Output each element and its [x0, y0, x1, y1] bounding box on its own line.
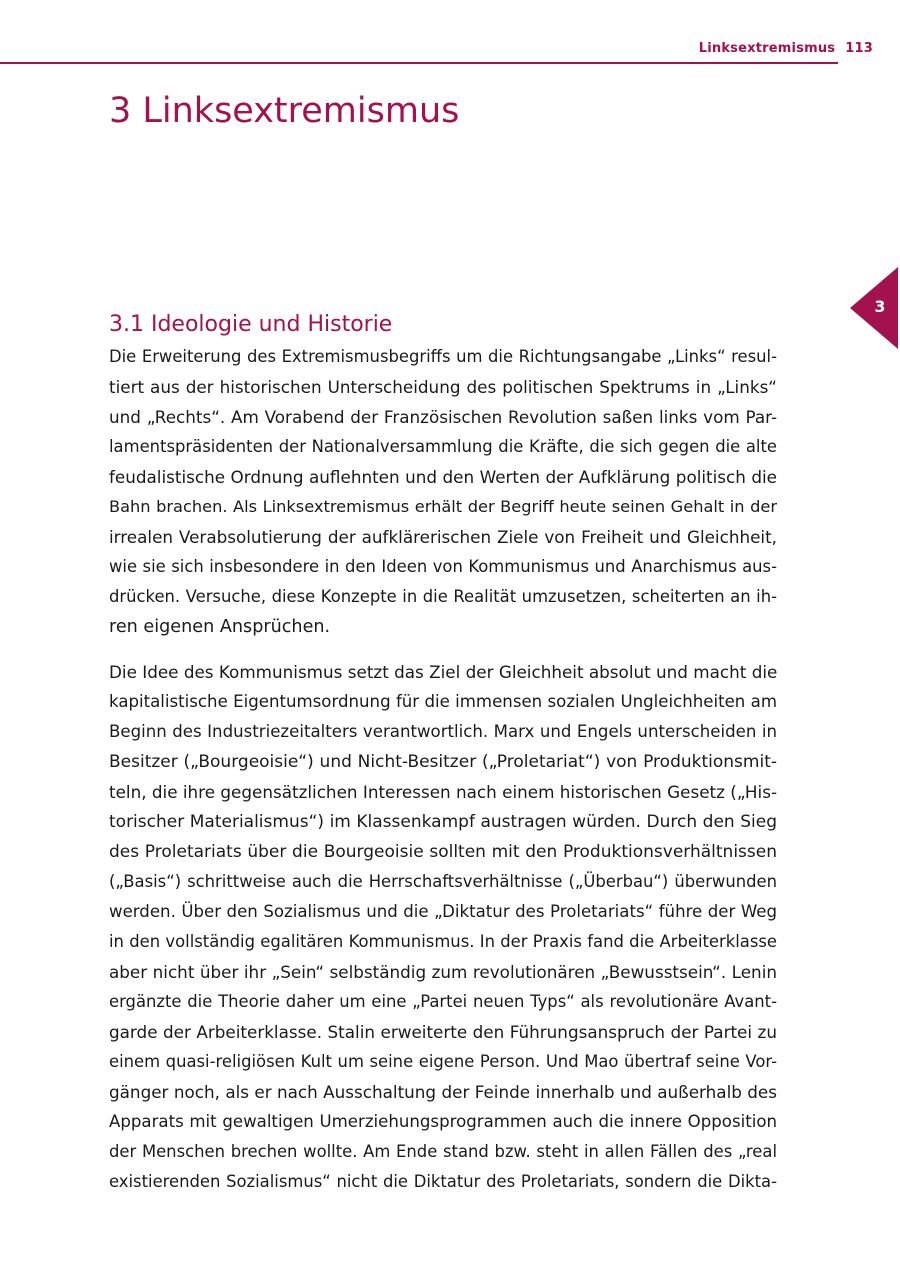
- paragraph-line: existierenden Sozialismus“ nicht die Diktatur des Proletariats, sondern die Dikta-: [109, 1172, 777, 1191]
- paragraph-line: der Menschen brechen wollte. Am Ende stand bzw. steht in allen Fällen des „real: [109, 1142, 777, 1161]
- paragraph-line: Bahn brachen. Als Linksextremismus erhält der Begriff heute seinen Gehalt in der: [109, 497, 777, 516]
- paragraph-line: ren eigenen Ansprüchen.: [109, 617, 331, 637]
- paragraph-line: torischer Materialismus“) im Klassenkampf austragen würden. Durch den Sieg: [109, 812, 777, 832]
- section-title: 3.1 Ideologie und Historie: [109, 312, 393, 337]
- page-number: 113: [845, 41, 873, 56]
- paragraph-line: lamentspräsidenten der Nationalversammlung die Kräfte, die sich gegen die alte: [109, 437, 777, 456]
- paragraph-line: werden. Über den Sozialismus und die „Diktatur des Proletariats“ führe der Weg: [109, 902, 777, 921]
- paragraph-line: in den vollständig egalitären Kommunismus. In der Praxis fand die Arbeiterklasse: [109, 932, 777, 951]
- paragraph-line: feudalistische Ordnung auflehnten und den Werten der Aufklärung politisch die: [109, 467, 777, 487]
- paragraph-line: kapitalistische Eigentumsordnung für die immensen sozialen Ungleichheiten am: [109, 692, 777, 711]
- paragraph-2: [109, 657, 777, 1197]
- paragraph-line: wie sie sich insbesondere in den Ideen von Kommunismus und Anarchismus aus-: [109, 557, 777, 576]
- paragraph-line: irrealen Verabsolutierung der aufklärerischen Ziele von Freiheit und Gleichheit,: [109, 527, 777, 547]
- paragraph-line: Die Erweiterung des Extremismusbegriffs um die Richtungsangabe „Links“ resul-: [109, 347, 777, 366]
- chapter-tab-number: 3: [874, 297, 886, 316]
- paragraph-line: einem quasi-religiösen Kult um seine eigene Person. Und Mao übertraf seine Vor-: [109, 1052, 777, 1071]
- header-rule: [0, 62, 838, 64]
- running-head-title: Linksextremismus: [698, 41, 836, 56]
- paragraph-1: [109, 342, 777, 642]
- paragraph-line: Beginn des Industriezeitalters verantwortlich. Marx und Engels unterscheiden in: [109, 722, 777, 741]
- paragraph-line: drücken. Versuche, diese Konzepte in die Realität umzusetzen, scheiterten an ih-: [109, 587, 777, 606]
- paragraph-line: aber nicht über ihr „Sein“ selbständig zum revolutionären „Bewusstsein“. Lenin: [109, 962, 777, 982]
- paragraph-line: des Proletariats über die Bourgeoisie sollten mit den Produktionsverhältnissen: [109, 842, 777, 862]
- paragraph-line: („Basis“) schrittweise auch die Herrschaftsverhältnisse („Überbau“) überwunden: [109, 872, 777, 891]
- paragraph-line: garde der Arbeiterklasse. Stalin erweiterte den Führungsanspruch der Partei zu: [109, 1022, 777, 1042]
- paragraph-line: ergänzte die Theorie daher um eine „Partei neuen Typs“ als revolutionäre Avant-: [109, 992, 777, 1011]
- paragraph-line: teln, die ihre gegensätzlichen Interessen nach einem historischen Gesetz („His-: [109, 782, 777, 802]
- paragraph-line: Die Idee des Kommunismus setzt das Ziel der Gleichheit absolut und macht die: [109, 662, 778, 682]
- chapter-title: 3 Linksextremismus: [109, 91, 460, 131]
- paragraph-line: tiert aus der historischen Unterscheidung des politischen Spektrums in „Links“: [109, 377, 777, 397]
- paragraph-line: Besitzer („Bourgeoisie“) und Nicht-Besitzer („Proletariat“) von Produktionsmit-: [109, 752, 777, 772]
- paragraph-line: und „Rechts“. Am Vorabend der Französischen Revolution saßen links vom Par-: [109, 407, 777, 427]
- paragraph-line: Apparats mit gewaltigen Umerziehungsprogrammen auch die innere Opposition: [109, 1112, 777, 1131]
- paragraph-line: gänger noch, als er nach Ausschaltung der Feinde innerhalb und außerhalb des: [109, 1082, 777, 1102]
- running-head: [699, 41, 873, 56]
